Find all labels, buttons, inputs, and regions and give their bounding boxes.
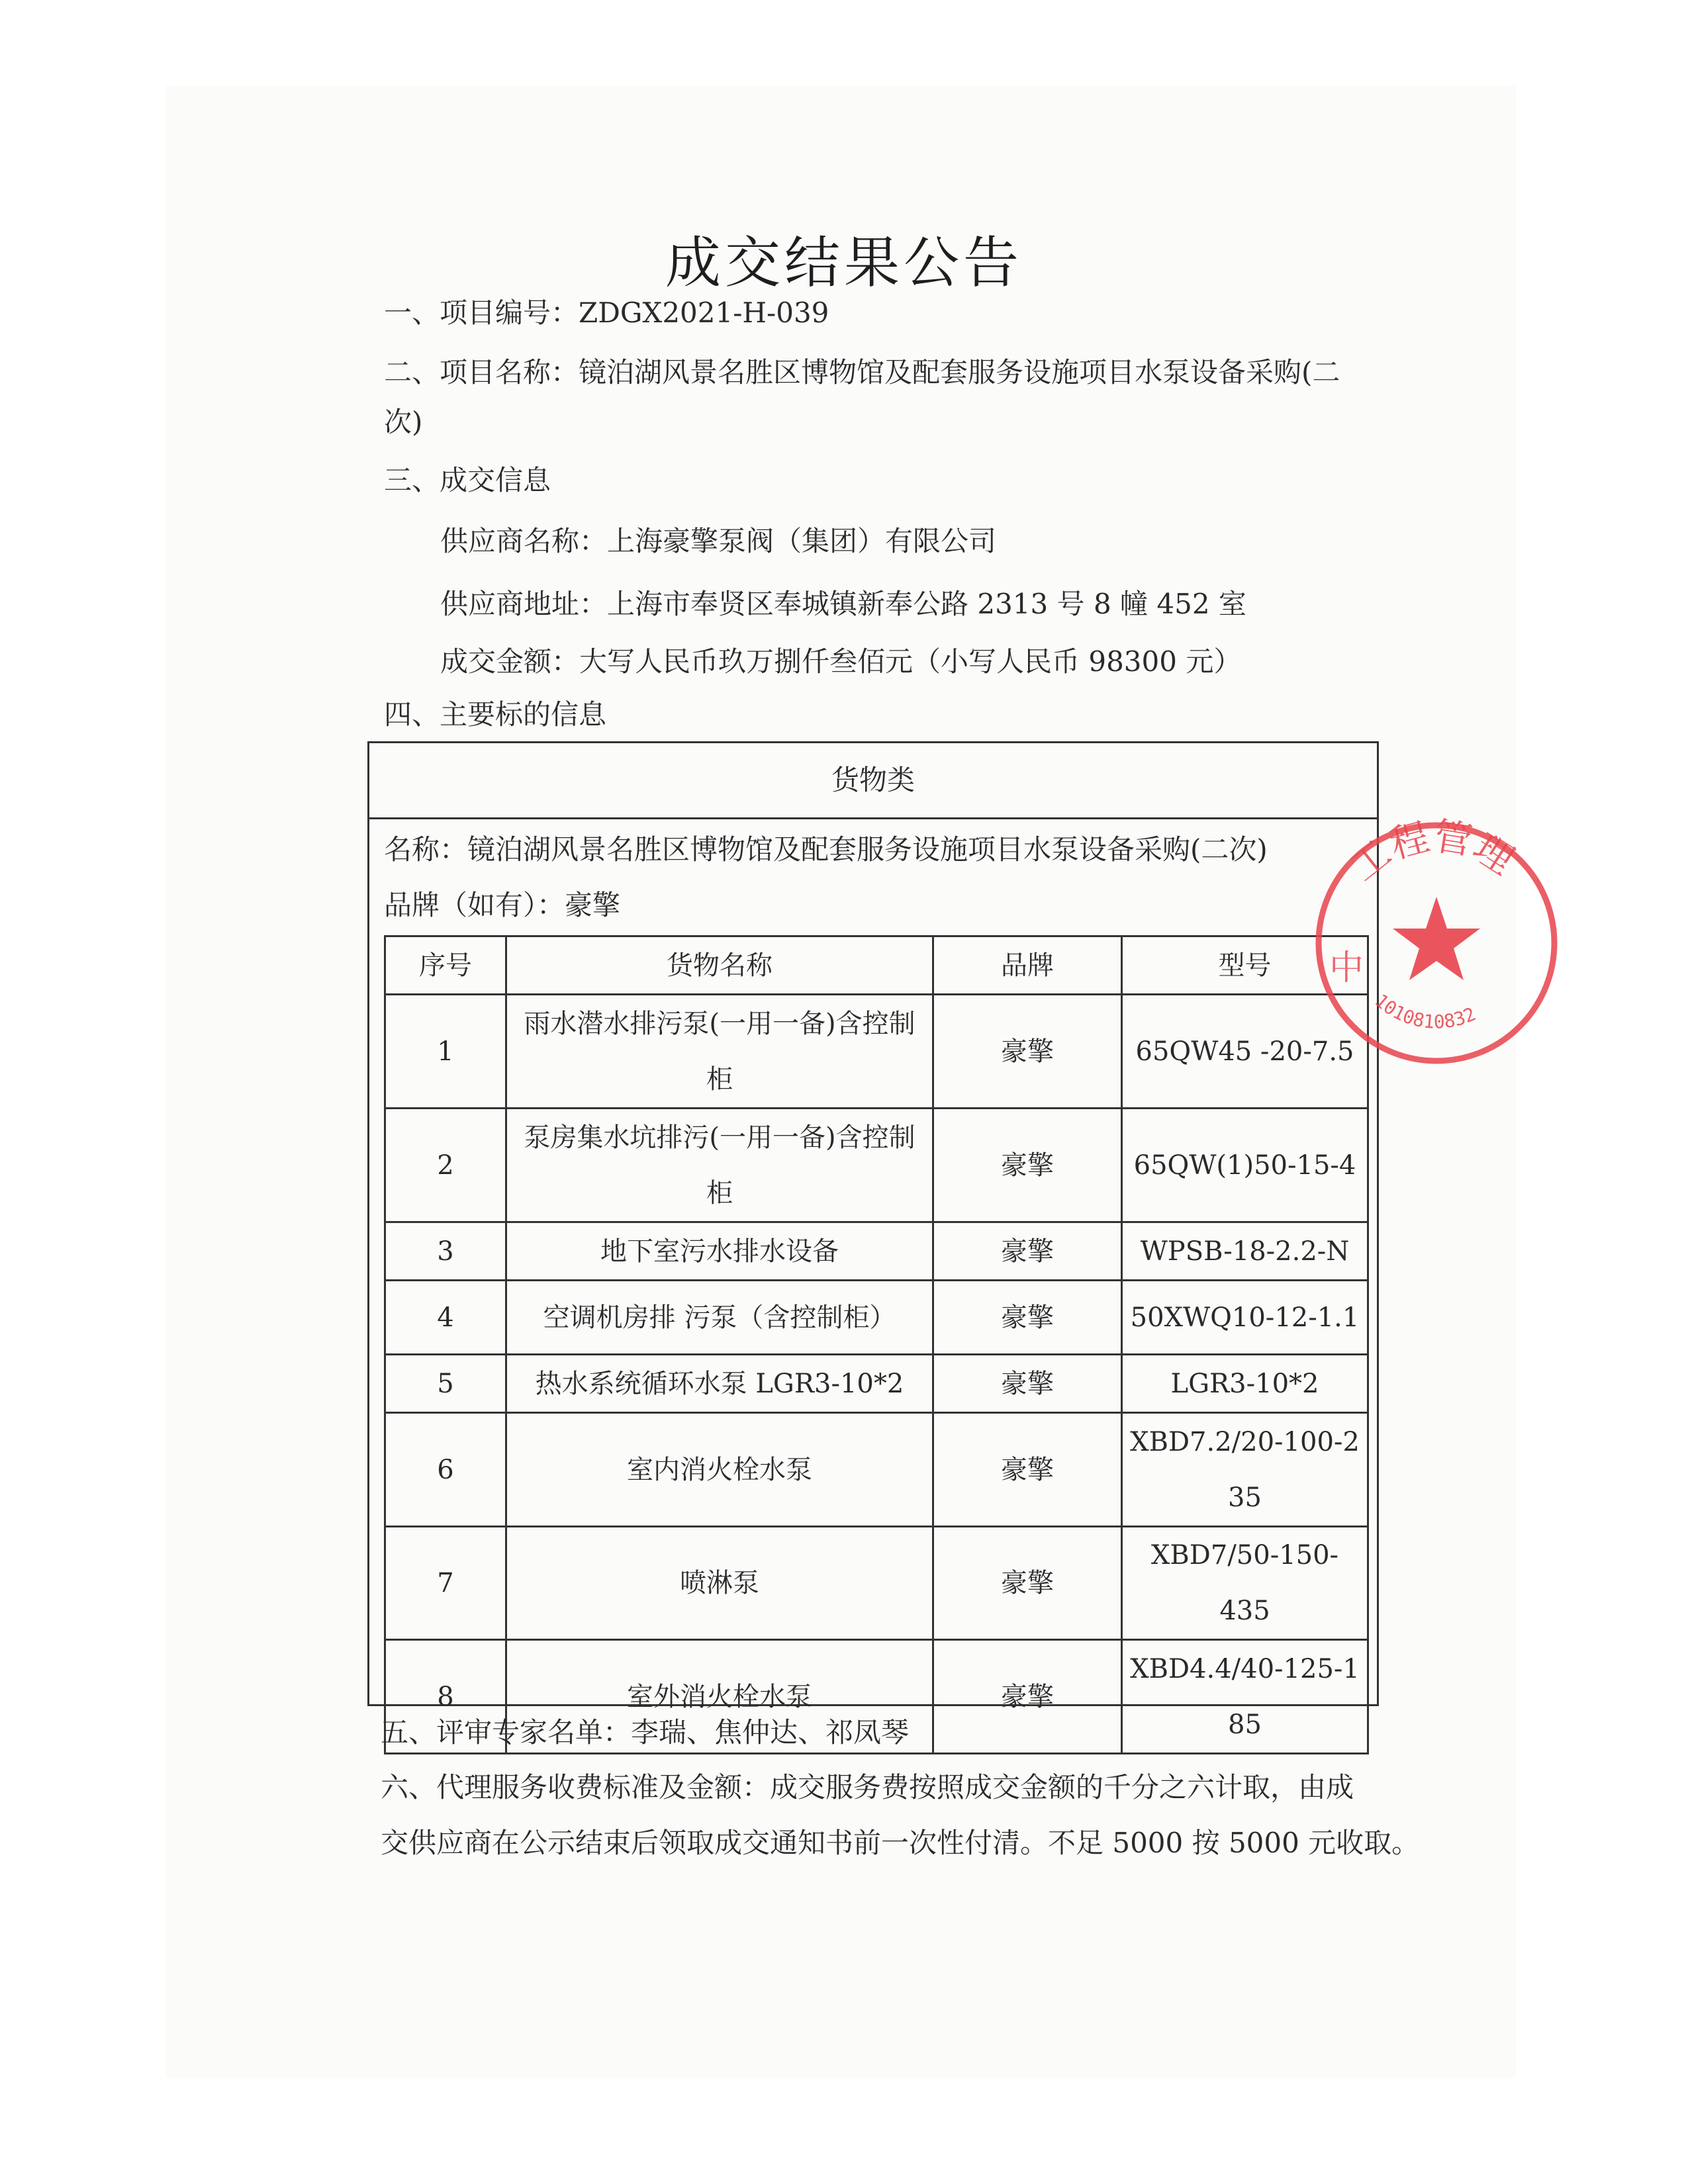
cell-no: 5 [385,1355,506,1413]
goods-table [384,935,1369,1754]
official-seal [1304,811,1569,1075]
cell-goods-name: 喷淋泵 [506,1527,933,1640]
header-no: 序号 [385,936,506,995]
cell-model: 65QW45 -20-7.5 [1122,995,1368,1109]
agency-fee-line-1: 六、代理服务收费标准及金额：成交服务费按照成交金额的千分之六计取，由成 [381,1771,1354,1803]
header-goods-name: 货物名称 [506,936,933,995]
deal-info-heading: 三、成交信息 [384,464,551,496]
project-number-label: 一、项目编号： [384,296,579,329]
supplier-address-label: 供应商地址： [440,588,608,620]
cell-model: 65QW(1)50-15-4 [1122,1109,1368,1222]
project-name-line [384,354,1340,391]
cell-brand: 豪擎 [933,1281,1122,1355]
table-row [385,1222,1368,1281]
cell-no: 6 [385,1413,506,1527]
main-subject-heading: 四、主要标的信息 [384,698,607,731]
table-row [385,1413,1368,1527]
agency-fee-line-2: 交供应商在公示结束后领取成交通知书前一次性付清。不足 5000 按 5000 元收取。 [381,1827,1420,1859]
project-name-line-2: 次) [384,406,423,438]
cell-no: 2 [385,1109,506,1222]
project-number-line [384,295,829,332]
cell-brand: 豪擎 [933,1222,1122,1281]
cell-goods-name: 热水系统循环水泵 LGR3-10*2 [506,1355,933,1413]
cell-brand: 豪擎 [933,1527,1122,1640]
cell-model: XBD7/50-150-435 [1122,1527,1368,1640]
seal-star-icon [1393,897,1480,980]
cell-model: WPSB-18-2.2-N [1122,1222,1368,1281]
deal-amount-label: 成交金额： [440,645,580,678]
goods-name-line: 名称：镜泊湖风景名胜区博物馆及配套服务设施项目水泵设备采购(二次) [384,833,1268,866]
cell-model: XBD4.4/40-125-185 [1122,1640,1368,1754]
cell-goods-name: 泵房集水坑排污(一用一备)含控制柜 [506,1109,933,1222]
supplier-address-value: 上海市奉贤区奉城镇新奉公路 2313 号 8 幢 452 室 [607,588,1246,620]
cell-model: XBD7.2/20-100-235 [1122,1413,1368,1527]
deal-amount-line [440,643,1241,680]
page-title: 成交结果公告 [665,230,1023,295]
table-row [385,1527,1368,1640]
cell-no: 4 [385,1281,506,1355]
cell-goods-name: 雨水潜水排污泵(一用一备)含控制柜 [506,995,933,1109]
table-row [385,1281,1368,1355]
supplier-name-value: 上海豪擎泵阀（集团）有限公司 [607,525,997,557]
seal-top-text: 工程管理 [1341,813,1523,890]
goods-brand-line: 品牌（如有）：豪擎 [384,889,621,921]
cell-model: LGR3-10*2 [1122,1355,1368,1413]
cell-goods-name: 室内消火栓水泵 [506,1413,933,1527]
supplier-name-label: 供应商名称： [440,525,608,557]
goods-category: 货物类 [369,743,1377,819]
cell-no: 7 [385,1527,506,1640]
project-name-label: 二、项目名称： [384,356,579,388]
cell-brand: 豪擎 [933,1640,1122,1754]
header-brand: 品牌 [933,936,1122,995]
seal-number: 1010810832 [1370,989,1479,1033]
deal-amount-value: 大写人民币玖万捌仟叁佰元（小写人民币 98300 元） [579,645,1242,678]
cell-goods-name: 地下室污水排水设备 [506,1222,933,1281]
table-row [385,1355,1368,1413]
seal-left-text: 中 [1329,948,1364,988]
table-row [385,1109,1368,1222]
cell-brand: 豪擎 [933,995,1122,1109]
cell-no: 1 [385,995,506,1109]
cell-no: 8 [385,1640,506,1754]
supplier-address-line [440,586,1246,623]
cell-brand: 豪擎 [933,1355,1122,1413]
experts-line: 五、评审专家名单：李瑞、焦仲达、祁凤琴 [381,1716,910,1749]
cell-model: 50XWQ10-12-1.1 [1122,1281,1368,1355]
cell-brand: 豪擎 [933,1109,1122,1222]
project-number-value: ZDGX2021-H-039 [579,296,829,329]
supplier-name-line [440,523,996,560]
cell-goods-name: 空调机房排 污泵（含控制柜） [506,1281,933,1355]
header-model: 型号 [1122,936,1368,995]
project-name-value: 镜泊湖风景名胜区博物馆及配套服务设施项目水泵设备采购(二 [579,356,1340,388]
table-header-row [385,936,1368,995]
cell-no: 3 [385,1222,506,1281]
cell-goods-name: 室外消火栓水泵 [506,1640,933,1754]
cell-brand: 豪擎 [933,1413,1122,1527]
table-row [385,995,1368,1109]
